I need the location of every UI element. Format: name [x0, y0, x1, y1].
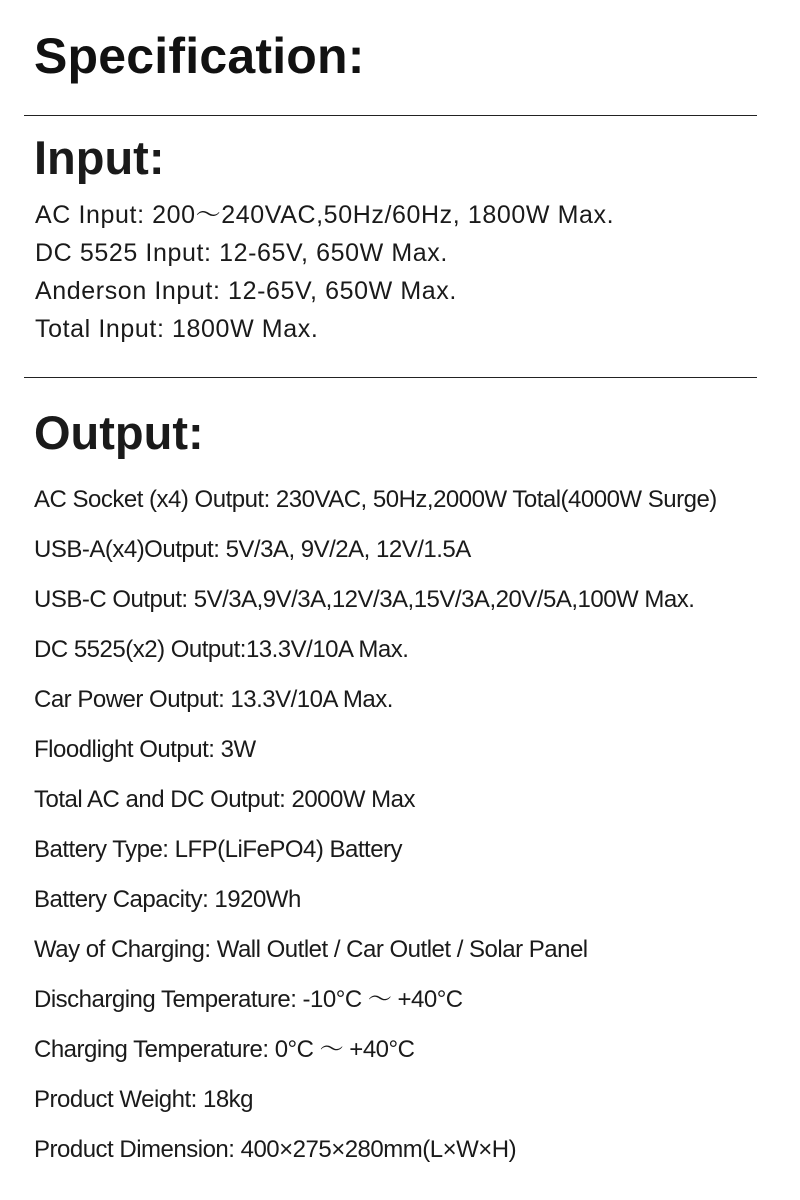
output-spec-item: Product Weight: 18kg [34, 1086, 254, 1113]
output-heading: Output: [34, 406, 204, 459]
output-spec-item: DC 5525(x2) Output:13.3V/10A Max. [34, 636, 409, 663]
output-spec-item: Battery Capacity: 1920Wh [34, 886, 301, 913]
input-spec-item: Total Input: 1800W Max. [35, 315, 319, 343]
input-spec-item: AC Input: 200～240VAC,50Hz/60Hz, 1800W Max. [35, 201, 615, 229]
divider [24, 115, 757, 116]
output-spec-item: Total AC and DC Output: 2000W Max [34, 786, 416, 813]
output-spec-item: USB-C Output: 5V/3A,9V/3A,12V/3A,15V/3A,20V/5A,100W Max. [34, 586, 695, 613]
input-spec-item: DC 5525 Input: 12-65V, 650W Max. [35, 239, 448, 267]
output-spec-item: Discharging Temperature: -10°C ～ +40°C [34, 986, 463, 1013]
page-title: Specification: [34, 28, 365, 84]
divider [24, 377, 757, 378]
output-spec-item: Floodlight Output: 3W [34, 736, 256, 763]
output-spec-item: Charging Temperature: 0°C ～ +40°C [34, 1036, 415, 1063]
input-spec-item: Anderson Input: 12-65V, 650W Max. [35, 277, 457, 305]
output-spec-item: Car Power Output: 13.3V/10A Max. [34, 686, 393, 713]
output-spec-item: AC Socket (x4) Output: 230VAC, 50Hz,2000W Total(4000W Surge) [34, 486, 717, 513]
output-spec-item: Way of Charging: Wall Outlet / Car Outlet / Solar Panel [34, 936, 588, 963]
input-heading: Input: [34, 131, 165, 184]
output-spec-item: Product Dimension: 400×275×280mm(L×W×H) [34, 1136, 517, 1163]
output-spec-item: Battery Type: LFP(LiFePO4) Battery [34, 836, 403, 863]
output-spec-item: USB-A(x4)Output: 5V/3A, 9V/2A, 12V/1.5A [34, 536, 471, 563]
input-spec-list [35, 196, 614, 348]
output-spec-list [34, 475, 717, 1175]
